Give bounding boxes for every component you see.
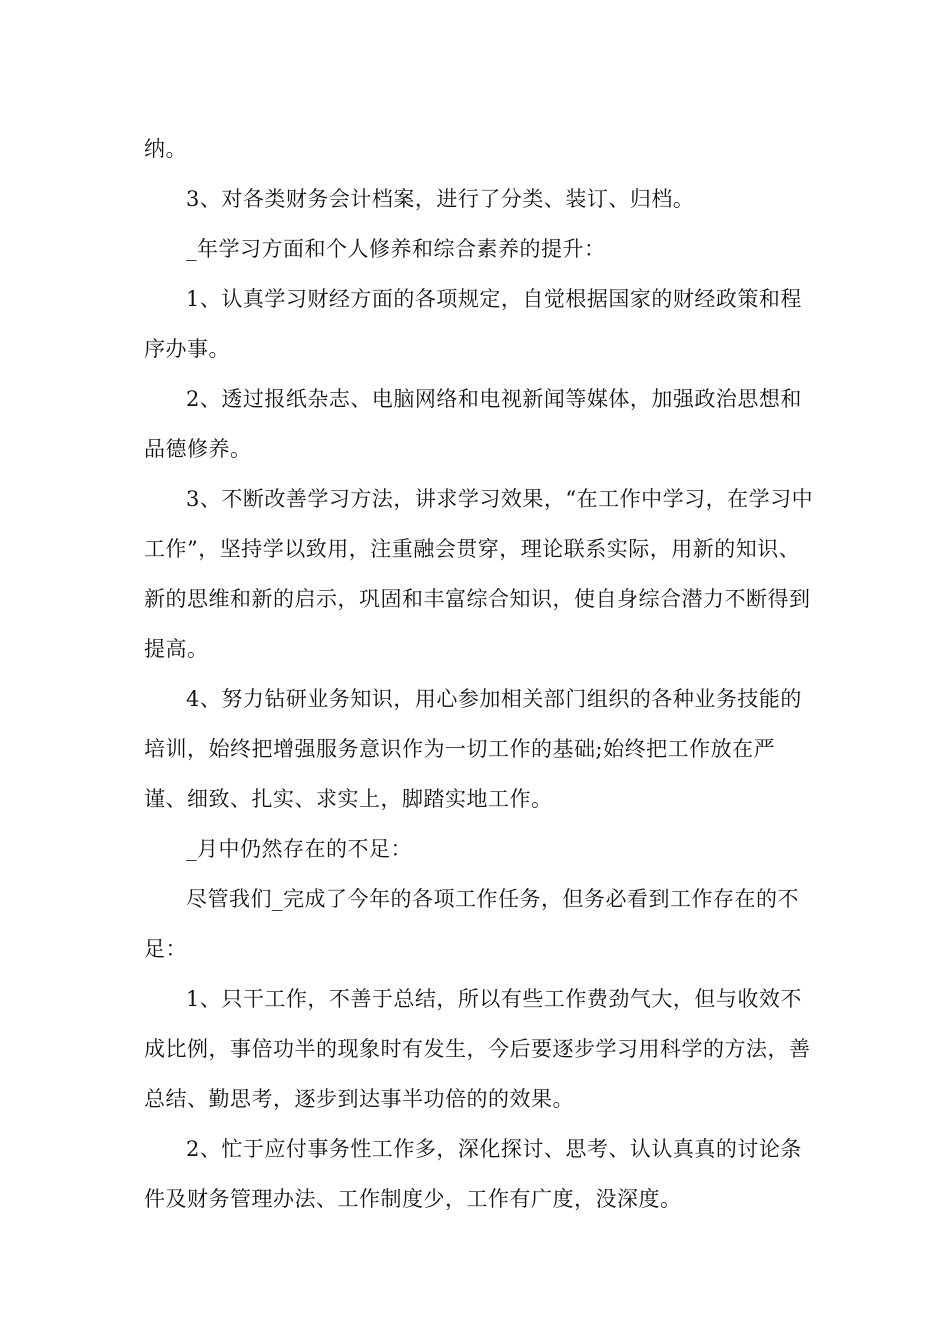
paragraph-archive-filing: 3、对各类财务会计档案，进行了分类、装订、归档。: [186, 187, 695, 211]
paragraph-shortcomings-intro: 尽管我们_完成了今年的各项工作任务，但务必看到工作存在的不足：: [144, 887, 799, 961]
paragraph-learning-2: 2、透过报纸杂志、电脑网络和电视新闻等媒体，加强政治思想和品德修养。: [144, 387, 802, 461]
paragraph-shortcoming-2: 2、忙于应付事务性工作多，深化探讨、思考、认认真真的讨论条件及财务管理办法、工作制度少，工作有广度，没深度。: [144, 1137, 802, 1211]
document-body: [144, 124, 814, 1224]
paragraph-learning-3: 3、不断改善学习方法，讲求学习效果，“在工作中学习，在学习中工作”，坚持学以致用，注重融会贯穿，理论联系实际，用新的知识、新的思维和新的启示，巩固和丰富综合知识，使自身综合潜力不断得到提高。: [144, 487, 814, 661]
paragraph-learning-4: 4、努力钻研业务知识，用心参加相关部门组织的各种业务技能的培训，始终把增强服务意识作为一切工作的基础;始终把工作放在严谨、细致、扎实、求实上，脚踏实地工作。: [144, 687, 802, 811]
paragraph-continuation: 纳。: [144, 137, 187, 161]
paragraph-shortcoming-1: 1、只干工作，不善于总结，所以有些工作费劲气大，但与收效不成比例，事倍功半的现象时有发生，今后要逐步学习用科学的方法，善总结、勤思考，逐步到达事半功倍的的效果。: [144, 987, 811, 1111]
paragraph-learning-1: 1、认真学习财经方面的各项规定，自觉根据国家的财经政策和程序办事。: [144, 287, 802, 361]
section-heading-shortcomings: _月中仍然存在的不足：: [186, 837, 412, 861]
section-heading-learning: _年学习方面和个人修养和综合素养的提升：: [186, 237, 606, 261]
